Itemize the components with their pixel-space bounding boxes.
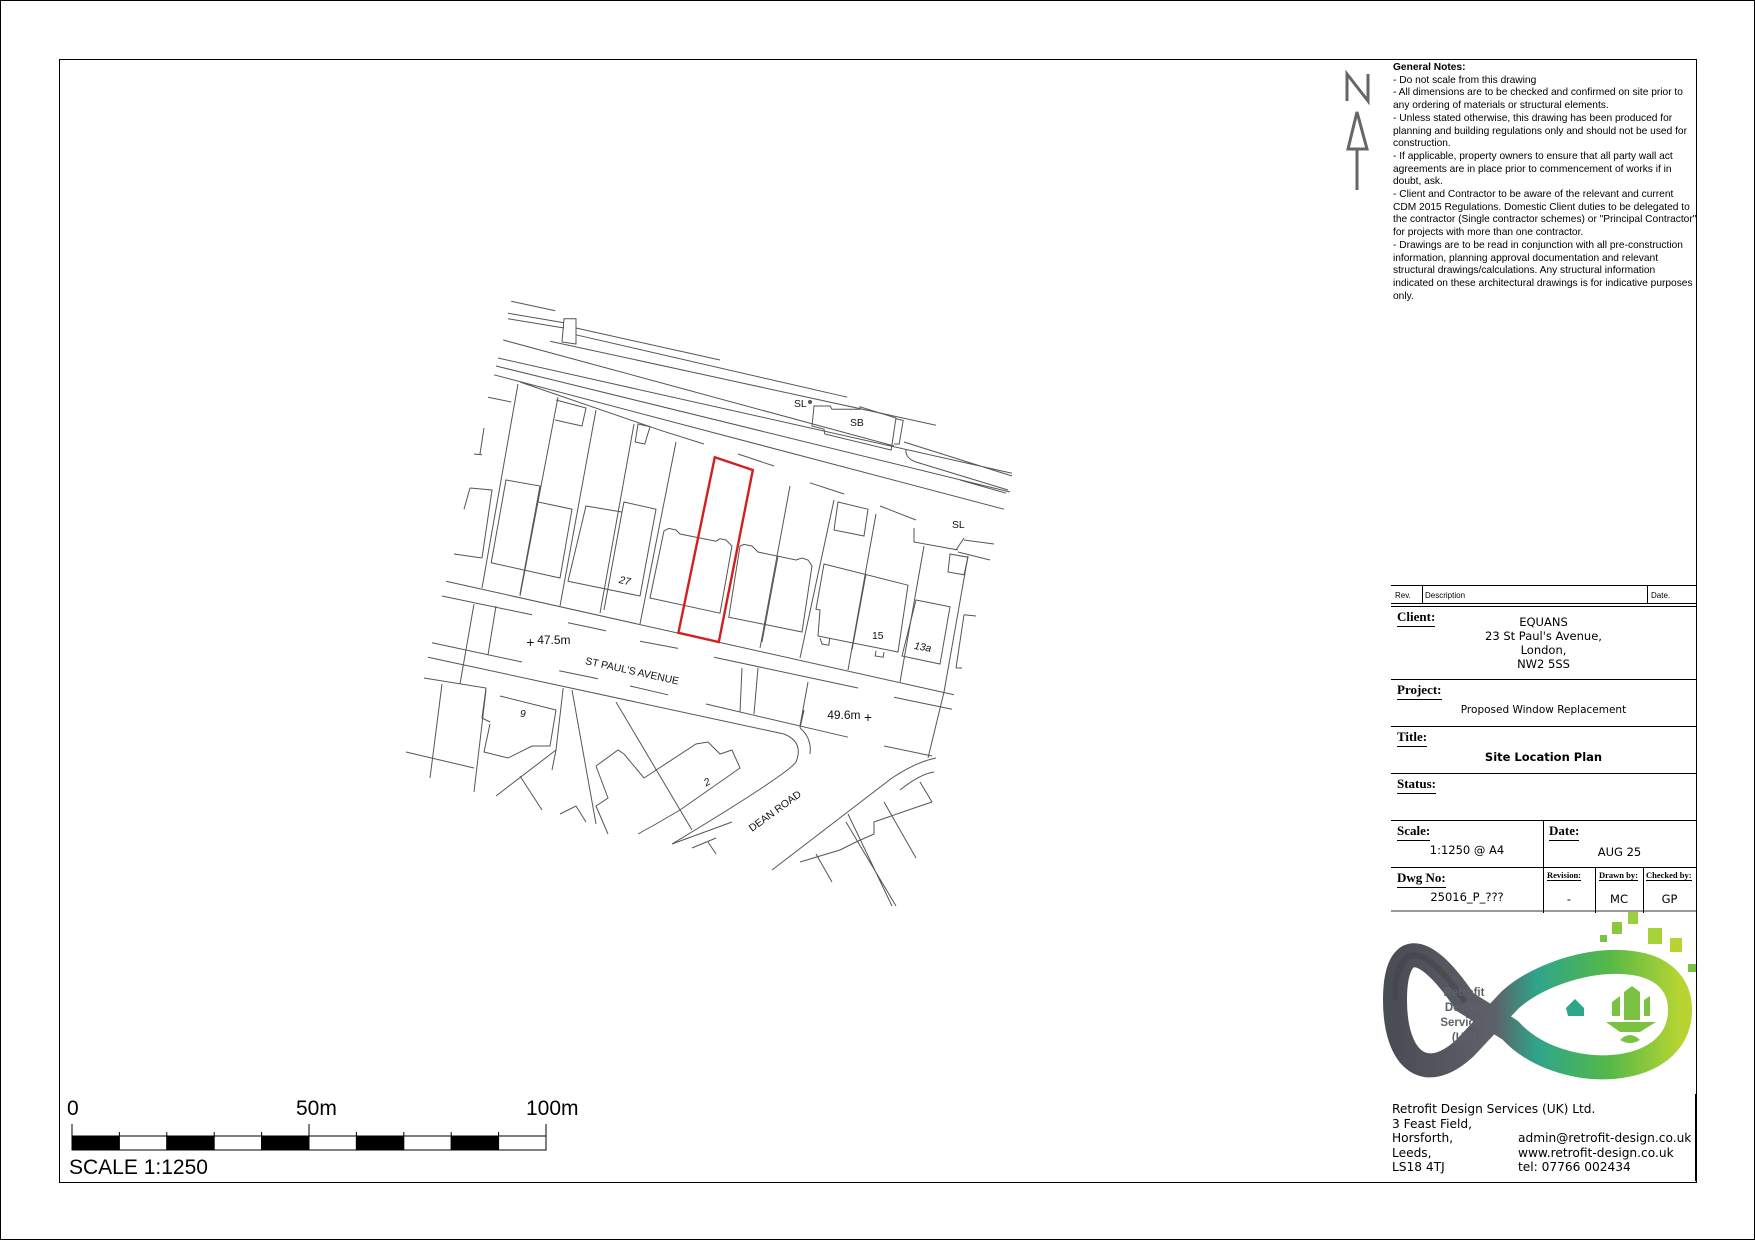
scale-date-section bbox=[1391, 820, 1696, 867]
label-sl-north: SL bbox=[794, 398, 807, 410]
drawn-by-label: Drawn by: bbox=[1599, 870, 1638, 880]
street-name-dean-road: DEAN ROAD bbox=[747, 789, 804, 835]
scale-bar bbox=[72, 1124, 546, 1150]
project-name: Proposed Window Replacement bbox=[1460, 704, 1627, 716]
status-section bbox=[1391, 773, 1696, 820]
address-line: Horsforth, bbox=[1392, 1131, 1454, 1146]
scale-bar-segment bbox=[499, 1136, 546, 1150]
label-house-15: 15 bbox=[872, 630, 884, 642]
note-item: - All dimensions are to be checked and confirmed on site prior to any ordering of materials or structural elements. bbox=[1393, 87, 1683, 112]
label-house-2: 2 bbox=[702, 776, 713, 790]
checked-by-label: Checked by: bbox=[1646, 870, 1692, 880]
dwg-no-value: 25016_P_??? bbox=[1430, 890, 1504, 904]
site-boundary-outline bbox=[678, 457, 752, 642]
street-name-st-pauls-avenue: ST PAUL'S AVENUE bbox=[584, 656, 680, 688]
client-address-line: 23 St Paul's Avenue, bbox=[1485, 629, 1602, 643]
date-column-header: Date. bbox=[1651, 591, 1671, 600]
label-sl-east: SL bbox=[952, 520, 965, 531]
north-arrow-icon bbox=[1347, 74, 1368, 190]
address-line: 3 Feast Field, bbox=[1392, 1116, 1472, 1131]
logo-text-line: Retrofit bbox=[1443, 987, 1485, 999]
scale-tick-100m: 100m bbox=[526, 1097, 579, 1120]
logo-text-line: Services bbox=[1440, 1017, 1488, 1029]
streetlight-marker bbox=[808, 400, 812, 404]
date-label: Date: bbox=[1549, 823, 1579, 841]
title-label: Title: bbox=[1397, 729, 1427, 747]
label-house-9: 9 bbox=[520, 709, 526, 721]
label-sb: SB bbox=[850, 418, 864, 429]
project-section bbox=[1391, 679, 1696, 726]
note-item: - Do not scale from this drawing bbox=[1393, 74, 1537, 86]
scale-bar-segment bbox=[262, 1136, 309, 1150]
client-address-line: London, bbox=[1520, 643, 1567, 657]
dwg-no-label: Dwg No: bbox=[1397, 870, 1446, 888]
revision-value: - bbox=[1566, 892, 1572, 906]
scale-caption: SCALE 1:1250 bbox=[69, 1156, 208, 1179]
scale-bar-segment bbox=[119, 1136, 166, 1150]
address-line: LS18 4TJ bbox=[1392, 1160, 1445, 1175]
logo-text-line: Design bbox=[1444, 1002, 1484, 1014]
company-phone: tel: 07766 002434 bbox=[1518, 1160, 1631, 1174]
revision-label: Revision: bbox=[1547, 870, 1581, 880]
company-email[interactable]: admin@retrofit-design.co.uk bbox=[1518, 1131, 1692, 1145]
map-linework bbox=[406, 301, 1012, 906]
client-name: EQUANS bbox=[1519, 615, 1568, 629]
scale-tick-0: 0 bbox=[67, 1097, 79, 1120]
client-label: Client: bbox=[1397, 609, 1435, 627]
label-house-13a: 13a bbox=[913, 641, 933, 655]
spot-level-marker: + bbox=[864, 710, 872, 725]
scale-value: 1:1250 @ A4 bbox=[1429, 843, 1505, 857]
client-section bbox=[1391, 606, 1696, 679]
scale-bar-segment bbox=[72, 1136, 119, 1150]
scale-label: Scale: bbox=[1397, 823, 1430, 841]
spot-level-marker: + bbox=[526, 635, 535, 651]
title-section bbox=[1391, 726, 1696, 773]
scale-bar-segment bbox=[309, 1136, 356, 1150]
label-house-27: 27 bbox=[617, 575, 632, 589]
drawing-number-section bbox=[1391, 867, 1696, 912]
company-name: Retrofit Design Services (UK) Ltd. bbox=[1392, 1102, 1596, 1116]
note-item: - Drawings are to be read in conjunction with all pre-construction information, planning approval documentation and relevant structural drawings/calculations. Any structural information indicated on these architectural drawings is for indicative purposes only. bbox=[1393, 239, 1693, 302]
company-website[interactable]: www.retrofit-design.co.uk bbox=[1518, 1146, 1674, 1160]
drawn-by-value: MC bbox=[1610, 892, 1628, 906]
description-column-header: Description bbox=[1425, 591, 1466, 600]
spot-level-47-5: 47.5m bbox=[537, 633, 571, 647]
address-line: Leeds, bbox=[1392, 1145, 1432, 1160]
date-value: AUG 25 bbox=[1597, 845, 1642, 859]
company-logo bbox=[1395, 912, 1696, 1067]
scale-bar-segment bbox=[451, 1136, 498, 1150]
note-item: - Client and Contractor to be aware of the relevant and current CDM 2015 Regulations. Domestic Client duties to be delegated to the contractor (Single contractor schemes) or "Principal Contractor" for projects with more than one contractor. bbox=[1393, 189, 1697, 239]
checked-by-value: GP bbox=[1661, 892, 1678, 906]
project-label: Project: bbox=[1397, 682, 1442, 700]
spot-level-49-6: 49.6m bbox=[827, 707, 861, 722]
scale-bar-segment bbox=[214, 1136, 261, 1150]
revision-table-header bbox=[1391, 585, 1696, 604]
status-label: Status: bbox=[1397, 776, 1436, 794]
note-item: - Unless stated otherwise, this drawing has been produced for planning and building regulations only and should not be used for construction. bbox=[1393, 112, 1687, 150]
scale-tick-50m: 50m bbox=[296, 1097, 337, 1120]
note-item: - If applicable, property owners to ensure that all party wall act agreements are in place prior to commencement of works if in doubt, ask. bbox=[1393, 150, 1673, 188]
rev-column-header: Rev. bbox=[1395, 591, 1411, 600]
notes-heading: General Notes: bbox=[1393, 62, 1466, 73]
scale-bar-segment bbox=[167, 1136, 214, 1150]
company-address-block bbox=[1392, 1102, 1696, 1175]
scale-bar-segment bbox=[404, 1136, 451, 1150]
logo-text-line: (UK) bbox=[1451, 1032, 1477, 1044]
client-address-line: NW2 5SS bbox=[1517, 657, 1570, 671]
general-notes bbox=[1393, 62, 1697, 303]
drawing-title: Site Location Plan bbox=[1484, 750, 1603, 764]
scale-bar-segment bbox=[356, 1136, 403, 1150]
